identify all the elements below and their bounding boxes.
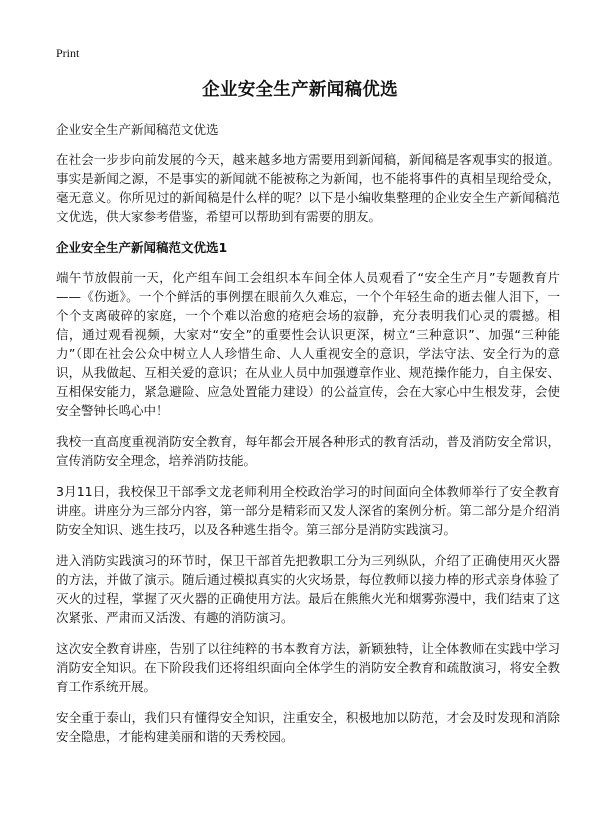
body-paragraph: 端午节放假前一天，化产组车间工会组织本车间全体人员观看了“安全生产月”专题教育片——《伤逝》。一个个鲜活的事例摆在眼前久久难忘，一个个年轻生命的逝去催人泪下，一个个支离破碎的家庭，一个个难以治愈的疮疤会场的寂静，充分表明我们心灵的震撼。相信，通过观看视频，大家对“安全”的重要性会认识更深，树立“三种意识”、加强“三种能力”（即在社会公众中树立人人珍惜生命、人人重视安全的意识，学法守法、安全行为的意识，从我做起、互相关爱的意识；在从业人员中加强遵章作业、规范操作能力，自主保安、互相保安能力，紧急避险、应急处置能力建设）的公益宣传，会在大家心中生根发芽，会使安全警钟长鸣心中！: [56, 270, 560, 418]
body-paragraph: 安全重于泰山，我们只有懂得安全知识，注重安全，积极地加以防范，才会及时发现和消除安全隐患，才能构建美丽和谐的天秀校园。: [56, 710, 560, 744]
body-paragraph: 这次安全教育讲座，告别了以往纯粹的书本教育方法，新颖独特，让全体教师在实践中学习消防安全知识。在下阶段我们还将组织面向全体学生的消防安全教育和疏散演习，将安全教育工作系统开展。: [56, 641, 560, 694]
body-paragraph: 进入消防实践演习的环节时，保卫干部首先把教职工分为三列纵队，介绍了正确使用灭火器的方法，并做了演示。随后通过模拟真实的火灾场景，每位教师以接力棒的形式亲身体验了灭火的过程，掌握了灭火器的正确使用方法。最后在熊熊火光和烟雾弥漫中，我们结束了这次紧张、严肃而又活泼、有趣的消防演习。: [56, 553, 560, 625]
body-paragraph: 我校一直高度重视消防安全教育，每年都会开展各种形式的教育活动，普及消防安全常识，宣传消防安全理念，培养消防技能。: [56, 434, 560, 468]
article-body: [56, 150, 560, 758]
subtitle: 企业安全生产新闻稿范文优选: [56, 122, 219, 137]
body-paragraph: 3月11日，我校保卫干部季文龙老师利用全校政治学习的时间面向全体教师举行了安全教育讲座。讲座分为三部分内容，第一部分是精彩而又发人深省的案例分析。第二部分是介绍消防安全知识、逃生技巧，以及各种逃生指令。第三部分是消防实践演习。: [56, 484, 560, 537]
page-title: 企业安全生产新闻稿优选: [202, 80, 398, 100]
print-link[interactable]: Print: [56, 46, 80, 60]
intro-paragraph: 在社会一步步向前发展的今天，越来越多地方需要用到新闻稿，新闻稿是客观事实的报道。事实是新闻之源，不是事实的新闻就不能被称之为新闻，也不能将事件的真相呈现给受众，毫无意义。你所见过的新闻稿是什么样的呢？以下是小编收集整理的企业安全生产新闻稿范文优选，供大家参考借鉴，希望可以帮助到有需要的朋友。: [56, 152, 560, 224]
section-heading: 企业安全生产新闻稿范文优选1: [56, 240, 228, 255]
